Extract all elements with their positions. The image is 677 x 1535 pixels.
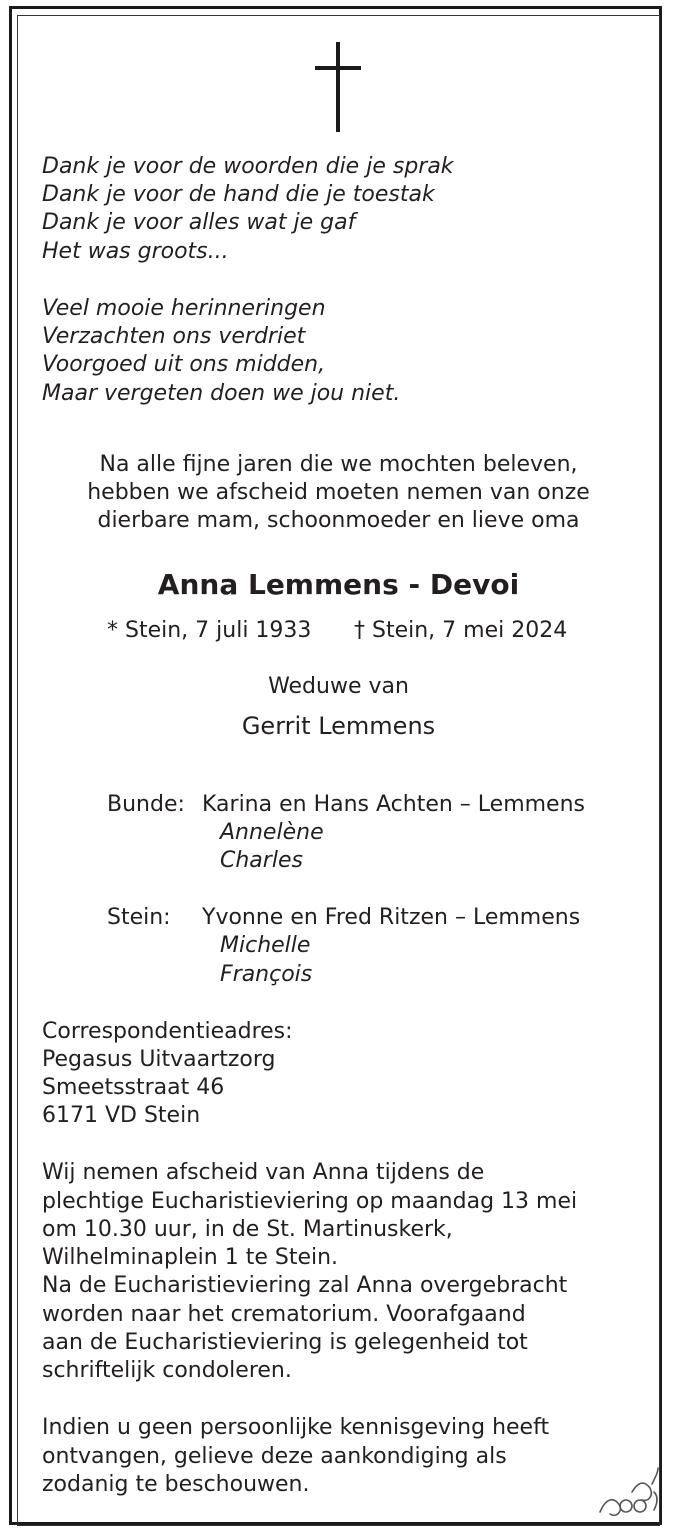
grandchild-name: François xyxy=(220,962,313,987)
notice-line: zodanig te beschouwen. xyxy=(42,1472,310,1497)
ceremony-line: aan de Eucharistieviering is gelegenheid tot xyxy=(42,1330,528,1355)
poem-line: Dank je voor de woorden die je sprak xyxy=(42,154,454,179)
grandchild-name: Annelène xyxy=(220,820,324,845)
family-place: Stein: xyxy=(107,905,171,930)
address-line: 6171 VD Stein xyxy=(42,1103,201,1128)
ceremony-line: Wij nemen afscheid van Anna tijdens de xyxy=(42,1160,485,1185)
address-line: Pegasus Uitvaartzorg xyxy=(42,1047,276,1072)
poem-line: Verzachten ons verdriet xyxy=(42,324,306,349)
death-info: † Stein, 7 mei 2024 xyxy=(354,618,568,643)
poem-line: Maar vergeten doen we jou niet. xyxy=(42,381,401,406)
notice-line: Indien u geen persoonlijke kennisgeving heeft xyxy=(42,1415,550,1440)
ceremony-line: plechtige Eucharistieviering op maandag 13 mei xyxy=(42,1189,578,1214)
family-place: Bunde: xyxy=(107,792,185,817)
ceremony-line: schriftelijk condoleren. xyxy=(42,1358,292,1383)
birth-info: * Stein, 7 juli 1933 xyxy=(107,618,312,643)
grandchild-name: Michelle xyxy=(220,933,311,958)
ceremony-line: om 10.30 uur, in de St. Martinuskerk, xyxy=(42,1217,453,1242)
intro-line: hebben we afscheid moeten nemen van onze xyxy=(87,480,590,505)
ceremony-line: worden naar het crematorium. Voorafgaand xyxy=(42,1302,526,1327)
publisher-logo-icon xyxy=(592,1462,662,1524)
address-line: Correspondentieadres: xyxy=(42,1019,293,1044)
notice-line: ontvangen, gelieve deze aankondiging als xyxy=(42,1444,507,1469)
family-couple: Karina en Hans Achten – Lemmens xyxy=(202,792,585,817)
intro-line: dierbare mam, schoonmoeder en lieve oma xyxy=(97,508,580,533)
family-couple: Yvonne en Fred Ritzen – Lemmens xyxy=(202,905,581,930)
grandchild-name: Charles xyxy=(220,848,303,873)
poem-line: Veel mooie herinneringen xyxy=(42,296,326,321)
ceremony-line: Wilhelminaplein 1 te Stein. xyxy=(42,1245,339,1270)
poem-line: Dank je voor de hand die je toestak xyxy=(42,182,435,207)
poem-line: Dank je voor alles wat je gaf xyxy=(42,210,356,235)
widow-label: Weduwe van xyxy=(268,674,409,699)
spouse-name: Gerrit Lemmens xyxy=(241,712,436,740)
ceremony-line: Na de Eucharistieviering zal Anna overgebracht xyxy=(42,1273,568,1298)
address-line: Smeetsstraat 46 xyxy=(42,1075,225,1100)
poem-line: Het was groots... xyxy=(42,239,229,264)
deceased-name: Anna Lemmens - Devoi xyxy=(157,568,520,601)
poem-line: Voorgoed uit ons midden, xyxy=(42,352,326,377)
cross-icon xyxy=(313,42,363,132)
intro-line: Na alle fijne jaren die we mochten beleven, xyxy=(99,452,578,477)
